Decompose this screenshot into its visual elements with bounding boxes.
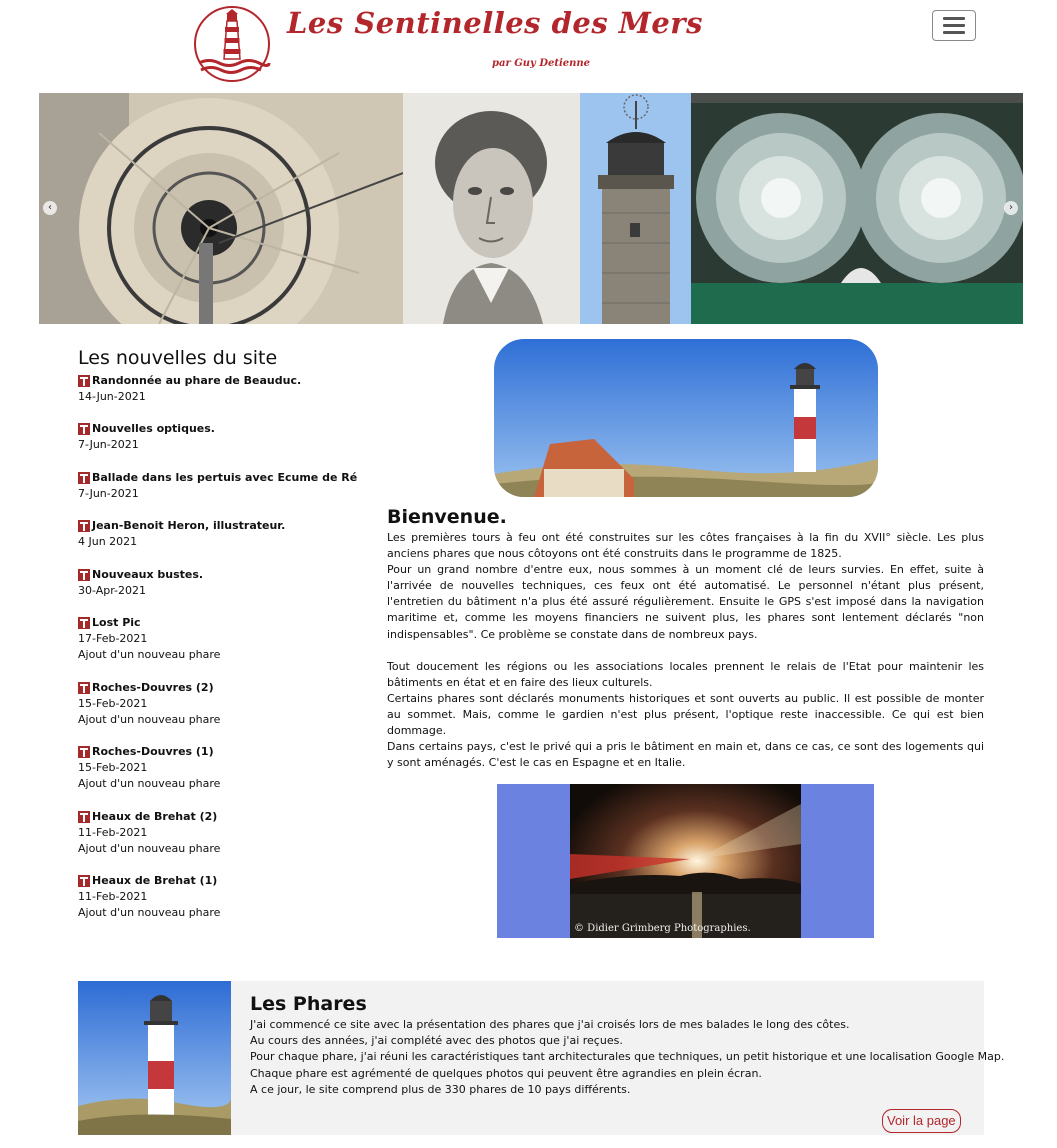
site-header bbox=[0, 0, 1057, 90]
news-headline[interactable]: Roches-Douvres (1) bbox=[92, 745, 214, 758]
lighthouse-bullet-icon bbox=[78, 875, 90, 887]
lighthouse-logo-icon[interactable] bbox=[193, 5, 271, 83]
news-description: Ajout d'un nouveau phare bbox=[78, 648, 221, 661]
chevron-left-icon: ‹ bbox=[48, 202, 52, 213]
brand-subtitle: par Guy Detienne bbox=[492, 58, 591, 69]
lighthouse-bullet-icon bbox=[78, 375, 90, 387]
hamburger-icon bbox=[943, 31, 965, 34]
list-item[interactable] bbox=[78, 680, 368, 728]
phares-line: Pour chaque phare, j'ai réuni les caractéristiques tant architecturales que techniques, un petit historique et une localisation Google Map. bbox=[250, 1050, 1005, 1064]
news-date: 7-Jun-2021 bbox=[78, 438, 139, 451]
welcome-title: Bienvenue. bbox=[387, 506, 507, 528]
phares-text bbox=[250, 1017, 1005, 1098]
welcome-paragraph: Pour un grand nombre d'entre eux, nous sommes à un moment clé de leurs survies. En effet, suite à l'arrivée de nouvelles techniques, ces feux ont été automatisé. Le personnel n'étant plus présent, l'entretien du bâtiment n'a plus été assuré régulièrement. Ensuite le GPS s'est imposé dans la navigation maritime et, comme les moyens financiers ne suivent plus, les phares sont lentement déclarés "non indispensables". Ce problème se constate dans de nombreux pays. bbox=[387, 563, 984, 641]
news-headline[interactable]: Heaux de Brehat (1) bbox=[92, 874, 218, 887]
news-description: Ajout d'un nouveau phare bbox=[78, 842, 221, 855]
news-date: 11-Feb-2021 bbox=[78, 826, 148, 839]
phares-line: Chaque phare est agrémenté de quelques photos qui peuvent être agrandies en plein écran. bbox=[250, 1066, 762, 1080]
phares-line: J'ai commencé ce site avec la présentation des phares que j'ai croisés lors de mes balades le long des côtes. bbox=[250, 1018, 850, 1031]
news-date: 14-Jun-2021 bbox=[78, 390, 146, 403]
lighthouse-bullet-icon bbox=[78, 682, 90, 694]
lighthouse-bullet-icon bbox=[78, 569, 90, 581]
welcome-paragraph: Dans certains pays, c'est le privé qui a pris le bâtiment en main et, dans ce cas, ce sont des logements qui y sont aménagés. C'est le cas en Espagne et en Italie. bbox=[387, 740, 984, 770]
hamburger-menu-button[interactable] bbox=[932, 10, 976, 41]
news-date: 17-Feb-2021 bbox=[78, 632, 148, 645]
carousel-slide-engraved-portrait bbox=[403, 93, 580, 324]
news-headline[interactable]: Nouvelles optiques. bbox=[92, 422, 215, 435]
news-date: 7-Jun-2021 bbox=[78, 487, 139, 500]
chevron-right-icon: › bbox=[1009, 202, 1013, 213]
hamburger-icon bbox=[943, 24, 965, 27]
lighthouse-bullet-icon bbox=[78, 811, 90, 823]
list-item[interactable] bbox=[78, 567, 368, 599]
news-description: Ajout d'un nouveau phare bbox=[78, 906, 221, 919]
news-date: 15-Feb-2021 bbox=[78, 697, 148, 710]
news-section-title: Les nouvelles du site bbox=[78, 347, 278, 369]
lighthouse-bullet-icon bbox=[78, 423, 90, 435]
list-item[interactable] bbox=[78, 421, 368, 453]
news-date: 11-Feb-2021 bbox=[78, 890, 148, 903]
welcome-paragraph: Les premières tours à feu ont été construites sur les côtes françaises à la fin du XVII° siècle. Les plus anciens phares que nous côtoyons ont été construits dans le programme de 1825. bbox=[387, 531, 984, 561]
lighthouse-bullet-icon bbox=[78, 746, 90, 758]
phares-thumbnail bbox=[78, 981, 231, 1135]
news-description: Ajout d'un nouveau phare bbox=[78, 777, 221, 790]
photo-copyright-caption: © Didier Grimberg Photographies. bbox=[574, 923, 751, 934]
list-item[interactable] bbox=[78, 518, 368, 550]
carousel-slide-fresnel-lens bbox=[691, 93, 1023, 324]
news-headline[interactable]: Jean-Benoit Heron, illustrateur. bbox=[92, 519, 286, 532]
news-date: 30-Apr-2021 bbox=[78, 584, 147, 597]
welcome-paragraph: Certains phares sont déclarés monuments historiques et sont ouverts au public. Il est possible de monter au sommet. Mais, comme le gardien n'est plus présent, l'optique reste inaccessible. Ce qui est bien dommage. bbox=[387, 691, 984, 738]
welcome-text bbox=[387, 530, 984, 771]
brand-title[interactable]: Les Sentinelles des Mers bbox=[287, 6, 703, 40]
list-item[interactable] bbox=[78, 744, 368, 792]
carousel-next-button[interactable] bbox=[1004, 201, 1018, 215]
list-item[interactable] bbox=[78, 873, 368, 921]
news-headline[interactable]: Nouveaux bustes. bbox=[92, 568, 204, 581]
lighthouse-bullet-icon bbox=[78, 520, 90, 532]
list-item[interactable] bbox=[78, 615, 368, 663]
carousel-slide-spiral-staircase bbox=[39, 93, 403, 324]
news-headline[interactable]: Roches-Douvres (2) bbox=[92, 681, 214, 694]
phares-line: A ce jour, le site comprend plus de 330 phares de 10 pays différents. bbox=[250, 1082, 631, 1096]
hero-lighthouse-photo bbox=[494, 339, 878, 497]
voir-la-page-button[interactable]: Voir la page bbox=[882, 1109, 961, 1133]
phares-line: Au cours des années, j'ai complété avec des photos que j'ai reçues. bbox=[250, 1034, 623, 1048]
news-date: 15-Feb-2021 bbox=[78, 761, 148, 774]
list-item[interactable] bbox=[78, 373, 368, 405]
carousel-slide-lighthouse-tower bbox=[580, 93, 691, 324]
welcome-paragraph: Tout doucement les régions ou les associations locales prennent le relais de l'Etat pour maintenir les bâtiments en état et en faire des lieux culturels. bbox=[387, 659, 984, 689]
news-description: Ajout d'un nouveau phare bbox=[78, 713, 221, 726]
news-headline[interactable]: Randonnée au phare de Beauduc. bbox=[92, 374, 302, 387]
lighthouse-bullet-icon bbox=[78, 472, 90, 484]
news-date: 4 Jun 2021 bbox=[78, 535, 138, 548]
carousel-prev-button[interactable] bbox=[43, 201, 57, 215]
phares-title: Les Phares bbox=[250, 993, 367, 1015]
news-headline[interactable]: Lost Pic bbox=[92, 616, 141, 629]
news-headline[interactable]: Ballade dans les pertuis avec Ecume de Ré bbox=[92, 471, 358, 484]
news-headline[interactable]: Heaux de Brehat (2) bbox=[92, 810, 218, 823]
hamburger-icon bbox=[943, 17, 965, 20]
lighthouse-bullet-icon bbox=[78, 617, 90, 629]
list-item[interactable] bbox=[78, 470, 368, 502]
image-carousel[interactable] bbox=[39, 93, 1023, 324]
phares-section-card bbox=[78, 981, 1005, 1135]
list-item[interactable] bbox=[78, 809, 368, 857]
night-lighthouse-photo bbox=[497, 784, 874, 938]
